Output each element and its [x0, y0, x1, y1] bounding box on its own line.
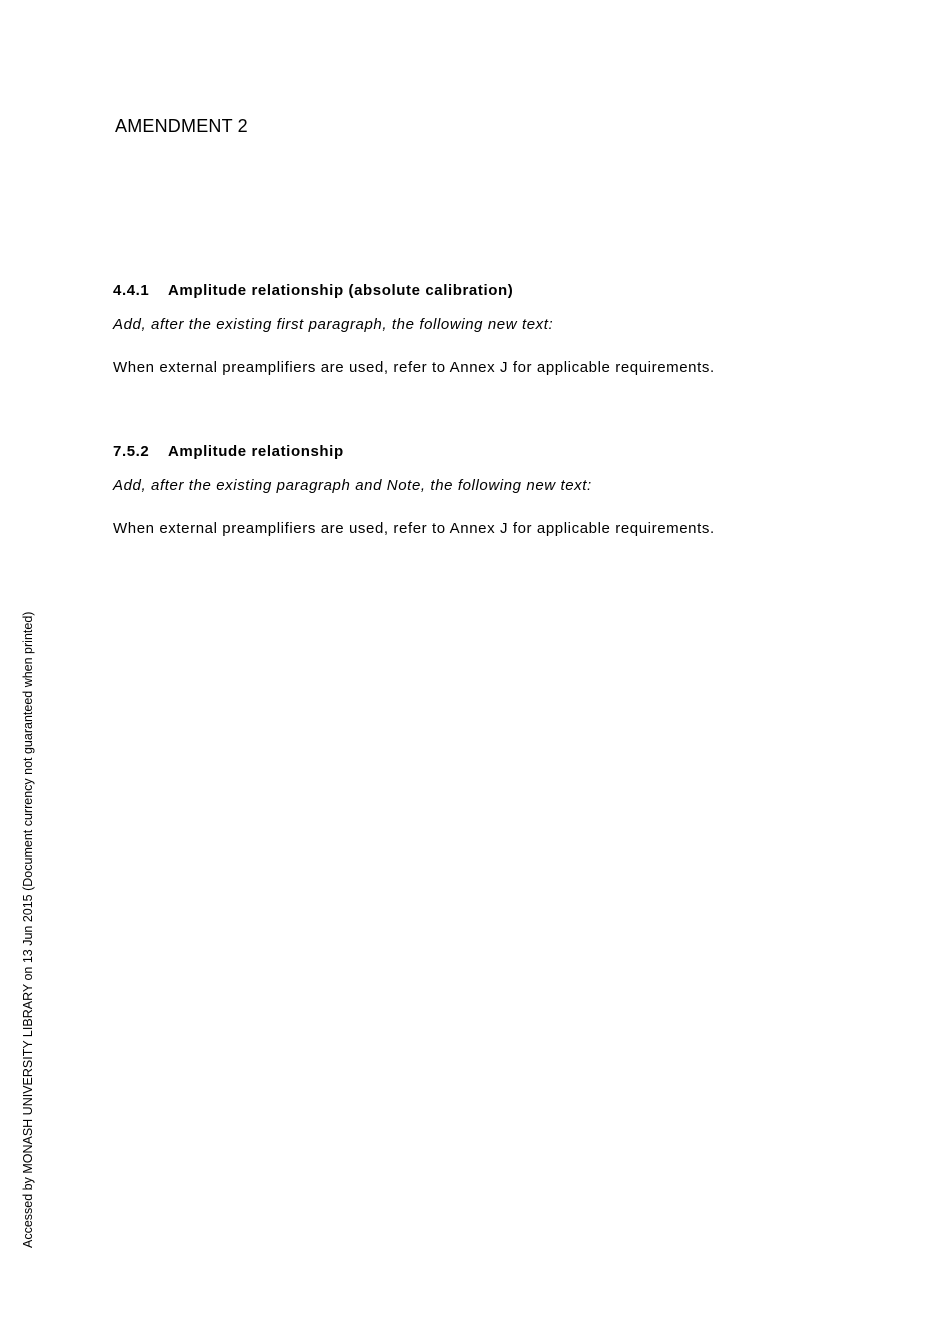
section-4-4-1: [113, 282, 873, 377]
section-title: Amplitude relationship: [168, 443, 344, 460]
section-title: Amplitude relationship (absolute calibration): [168, 282, 514, 299]
amendment-instruction: Add, after the existing first paragraph, the following new text:: [113, 316, 554, 333]
new-text-paragraph: When external preamplifiers are used, refer to Annex J for applicable requirements.: [113, 520, 715, 537]
amendment-title: AMENDMENT 2: [115, 116, 248, 136]
section-7-5-2: [113, 443, 873, 538]
new-text-paragraph: When external preamplifiers are used, refer to Annex J for applicable requirements.: [113, 359, 715, 376]
section-heading: [113, 443, 873, 461]
amendment-instruction: Add, after the existing paragraph and Note, the following new text:: [113, 477, 592, 494]
section-number: 7.5.2: [113, 443, 150, 460]
section-heading: [113, 282, 873, 300]
section-number: 4.4.1: [113, 282, 150, 299]
access-watermark-note: Accessed by MONASH UNIVERSITY LIBRARY on 13 Jun 2015 (Document currency not guaranteed when printed): [21, 611, 35, 1248]
